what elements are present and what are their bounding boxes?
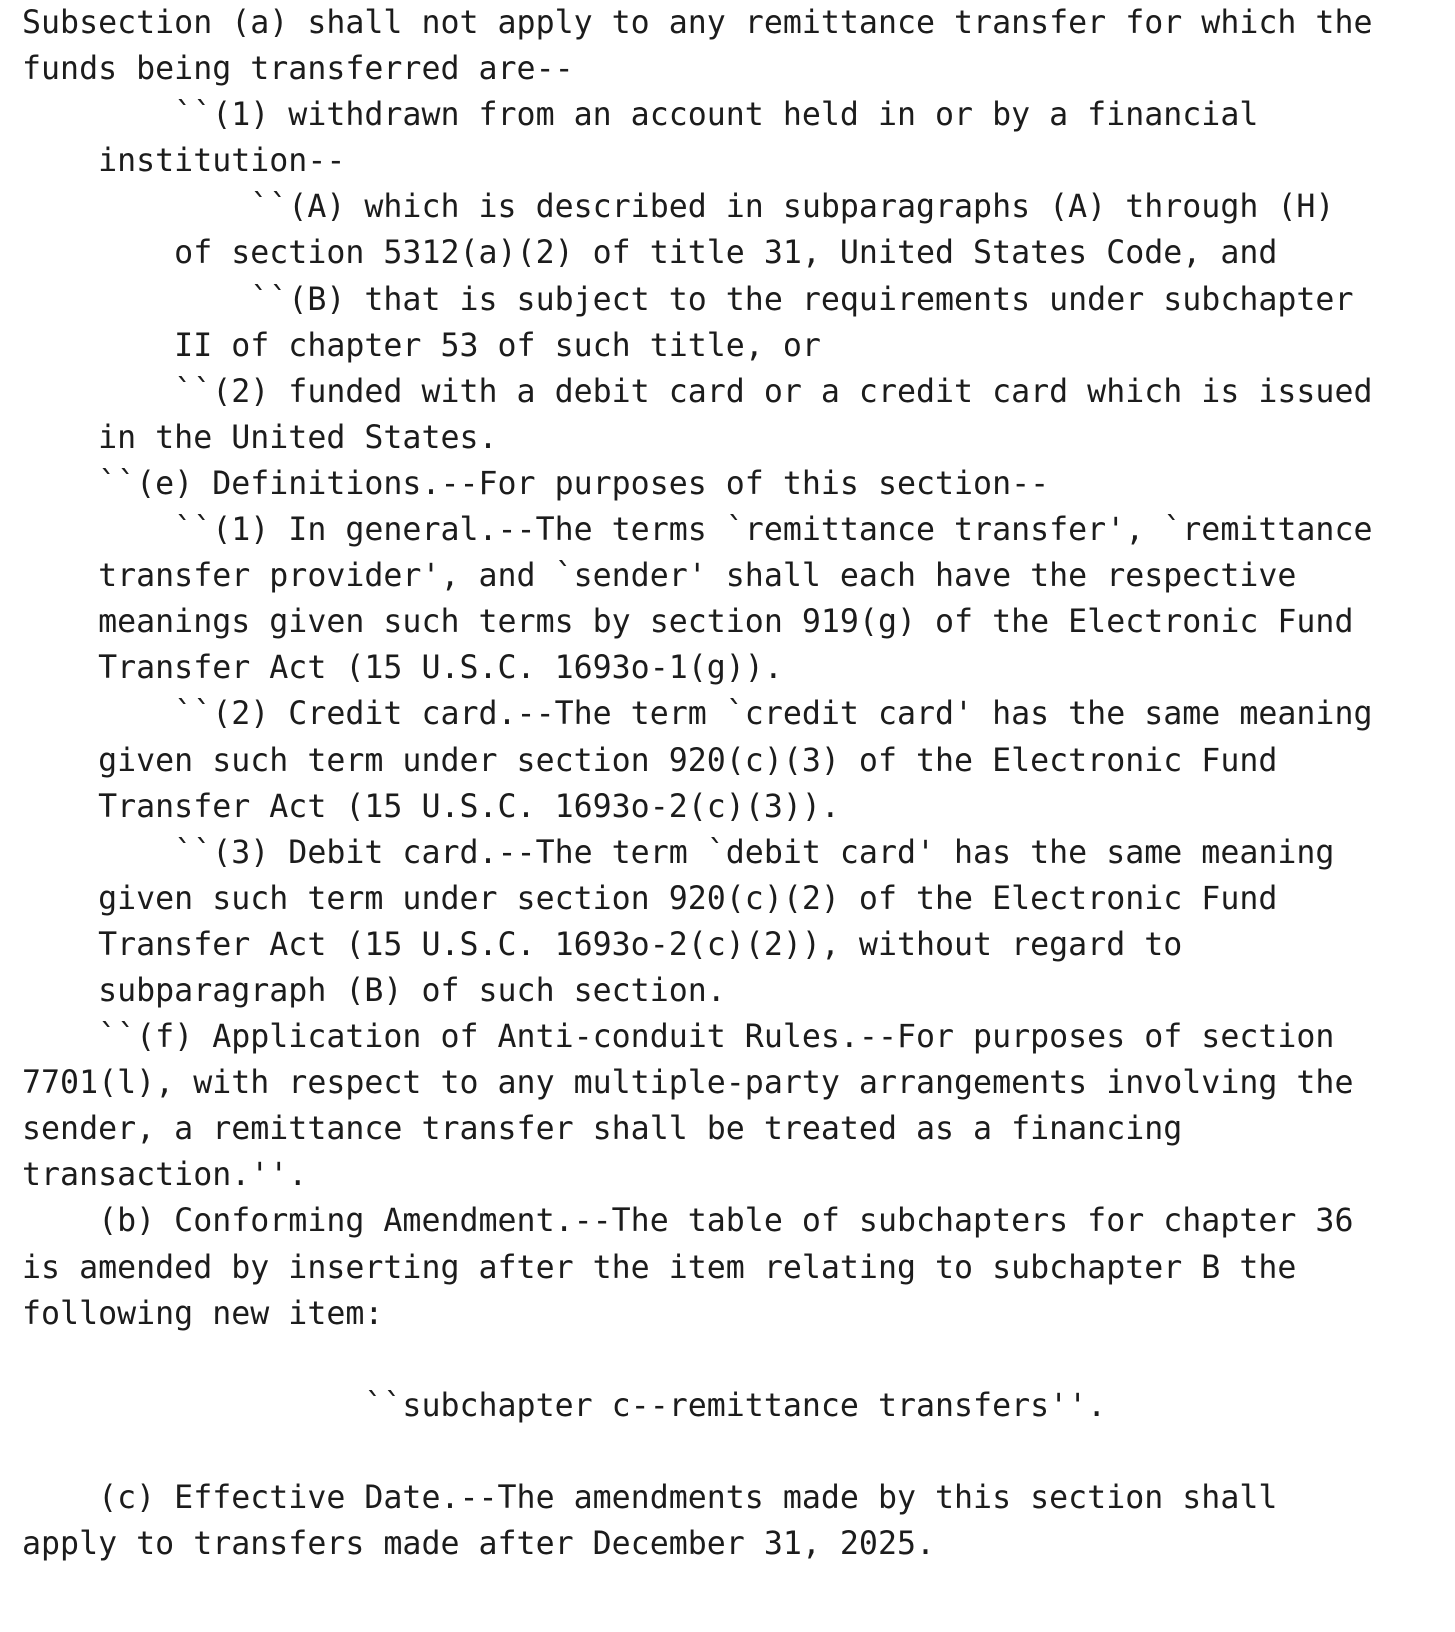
text-line: Transfer Act (15 U.S.C. 1693o-2(c)(3)). — [22, 788, 840, 825]
text-line: apply to transfers made after December 31, 2025. — [22, 1526, 936, 1563]
text-line: ``(1) In general.--The terms `remittance transfer', `remittance — [22, 512, 1373, 549]
text-line: given such term under section 920(c)(2) of the Electronic Fund — [22, 880, 1278, 917]
text-line: ``(3) Debit card.--The term `debit card' has the same meaning — [22, 834, 1335, 871]
text-line: transfer provider', and `sender' shall each have the respective — [22, 558, 1297, 595]
text-line: funds being transferred are-- — [22, 51, 574, 88]
text-line: is amended by inserting after the item relating to subchapter B the — [22, 1249, 1297, 1286]
text-line: subparagraph (B) of such section. — [22, 972, 726, 1009]
text-line: in the United States. — [22, 419, 498, 456]
text-line: II of chapter 53 of such title, or — [22, 327, 821, 364]
text-line: ``(1) withdrawn from an account held in or by a financial — [22, 97, 1259, 134]
text-line: (b) Conforming Amendment.--The table of subchapters for chapter 36 — [22, 1203, 1354, 1240]
text-line: (c) Effective Date.--The amendments made by this section shall — [22, 1480, 1278, 1516]
blank-line — [22, 1337, 1455, 1383]
text-line: meanings given such terms by section 919(g) of the Electronic Fund — [22, 604, 1354, 641]
text-line: Subsection (a) shall not apply to any remittance transfer for which the — [22, 5, 1373, 41]
text-line: ``(f) Application of Anti-conduit Rules.--For purposes of section — [22, 1019, 1335, 1056]
text-line: ``(B) that is subject to the requirements under subchapter — [22, 281, 1354, 318]
text-line: given such term under section 920(c)(3) of the Electronic Fund — [22, 742, 1278, 779]
text-line: ``(e) Definitions.--For purposes of this section-- — [22, 465, 1050, 502]
text-line: ``(2) Credit card.--The term `credit card' has the same meaning — [22, 696, 1373, 733]
text-line: Transfer Act (15 U.S.C. 1693o-1(g)). — [22, 650, 783, 687]
text-line: following new item: — [22, 1295, 384, 1332]
text-line: institution-- — [22, 143, 346, 180]
text-line: ``(A) which is described in subparagraphs (A) through (H) — [22, 189, 1335, 226]
text-line: sender, a remittance transfer shall be treated as a financing — [22, 1111, 1183, 1148]
text-line: transaction.''. — [22, 1157, 308, 1194]
text-line: 7701(l), with respect to any multiple-party arrangements involving the — [22, 1065, 1354, 1102]
table-item-line: ``subchapter c--remittance transfers''. — [22, 1387, 1107, 1424]
text-line: of section 5312(a)(2) of title 31, United States Code, and — [22, 235, 1278, 272]
text-line: Transfer Act (15 U.S.C. 1693o-2(c)(2)), without regard to — [22, 926, 1183, 963]
text-line: ``(2) funded with a debit card or a credit card which is issued — [22, 373, 1373, 410]
blank-line — [22, 1429, 1455, 1475]
